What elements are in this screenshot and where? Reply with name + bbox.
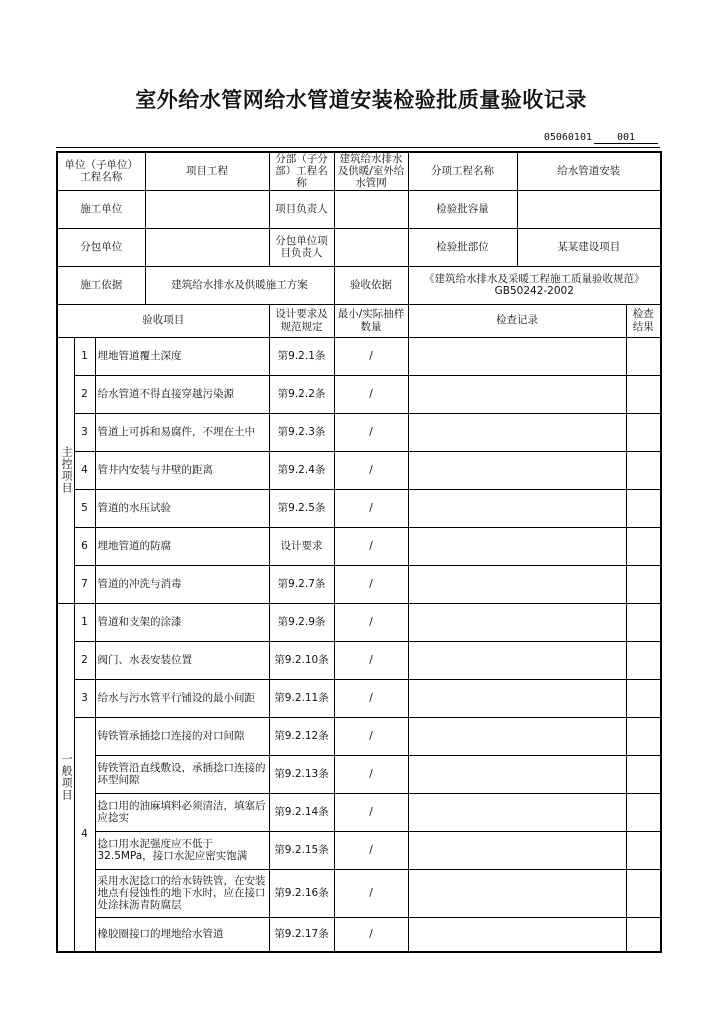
inspection-table (56, 151, 662, 953)
unit-label: 单位（子单位）工程名称 (57, 152, 145, 190)
item-record (408, 679, 626, 717)
item-record (408, 489, 626, 527)
item-name: 管道的水压试验 (95, 489, 269, 527)
table-row (57, 565, 661, 603)
item-sample: / (334, 717, 408, 755)
batch-part-value: 某某建设项目 (517, 228, 661, 266)
item-requirement: 第9.2.4条 (269, 451, 334, 489)
item-name: 捻口用水泥强度应不低于32.5MPa，接口水泥应密实饱满 (95, 831, 269, 869)
table-row (57, 413, 661, 451)
item-name: 给水管道不得直接穿越污染源 (95, 375, 269, 413)
sub-pm-value (334, 228, 408, 266)
division-value: 建筑给水排水及供暖/室外给水管网 (334, 152, 408, 190)
item-name: 管道和支架的涂漆 (95, 603, 269, 641)
item-record (408, 413, 626, 451)
contractor-label: 施工单位 (57, 190, 145, 228)
header-row-unit (57, 152, 661, 190)
col-item: 验收项目 (57, 304, 269, 337)
col-sample: 最小/实际抽样数量 (334, 304, 408, 337)
item-requirement: 设计要求 (269, 527, 334, 565)
item-result (626, 527, 661, 565)
item-requirement: 第9.2.12条 (269, 717, 334, 755)
header-row-subcontractor (57, 228, 661, 266)
item-record (408, 755, 626, 793)
item-no: 7 (74, 565, 95, 603)
item-requirement: 第9.2.9条 (269, 603, 334, 641)
item-no: 3 (74, 679, 95, 717)
item-record (408, 527, 626, 565)
item-requirement: 第9.2.16条 (269, 869, 334, 917)
item-name: 给水与污水管平行铺设的最小间距 (95, 679, 269, 717)
batch-capacity-value (517, 190, 661, 228)
item-record (408, 603, 626, 641)
item-result (626, 869, 661, 917)
item-name: 管道上可拆和易腐件，不埋在土中 (95, 413, 269, 451)
top-rule (56, 147, 660, 148)
item-result (626, 793, 661, 831)
item-requirement: 第9.2.2条 (269, 375, 334, 413)
item-requirement: 第9.2.11条 (269, 679, 334, 717)
table-row (57, 337, 661, 375)
item-name: 埋地管道覆土深度 (95, 337, 269, 375)
acceptance-basis-label: 验收依据 (334, 266, 408, 304)
item-record (408, 917, 626, 952)
contractor-value (145, 190, 269, 228)
item-no: 1 (74, 603, 95, 641)
construction-basis-label: 施工依据 (57, 266, 145, 304)
code-suffix: 001 (594, 132, 658, 144)
acceptance-basis-value: 《建筑给水排水及采暖工程施工质量验收规范》GB50242-2002 (408, 266, 661, 304)
item-result (626, 917, 661, 952)
item-sample: / (334, 641, 408, 679)
item-no: 5 (74, 489, 95, 527)
col-result: 检查结果 (626, 304, 661, 337)
item-sample: / (334, 755, 408, 793)
sub-pm-label: 分包单位项目负责人 (269, 228, 334, 266)
item-no: 2 (74, 641, 95, 679)
item-requirement: 第9.2.5条 (269, 489, 334, 527)
item-no: 3 (74, 413, 95, 451)
item-name: 采用水泥捻口的给水铸铁管，在安装地点有侵蚀性的地下水时，应在接口处涂抹沥青防腐层 (95, 869, 269, 917)
table-row (57, 375, 661, 413)
division-label: 分部（子分部）工程名称 (269, 152, 334, 190)
item-result (626, 337, 661, 375)
item-result (626, 603, 661, 641)
item-requirement: 第9.2.13条 (269, 755, 334, 793)
batch-part-label: 检验批部位 (408, 228, 517, 266)
item-sample: / (334, 831, 408, 869)
record-code (544, 132, 658, 144)
item-name: 阀门、水表安装位置 (95, 641, 269, 679)
subcontractor-value (145, 228, 269, 266)
item-no: 1 (74, 337, 95, 375)
item-record (408, 717, 626, 755)
item-requirement: 第9.2.14条 (269, 793, 334, 831)
item-record (408, 793, 626, 831)
item-sample: / (334, 565, 408, 603)
item-result (626, 375, 661, 413)
batch-capacity-label: 检验批容量 (408, 190, 517, 228)
item-sample: / (334, 917, 408, 952)
item-record (408, 375, 626, 413)
subcontractor-label: 分包单位 (57, 228, 145, 266)
table-row (57, 869, 661, 917)
subitem-value: 给水管道安装 (517, 152, 661, 190)
item-result (626, 641, 661, 679)
item-record (408, 451, 626, 489)
project-manager-label: 项目负责人 (269, 190, 334, 228)
table-row (57, 793, 661, 831)
table-row (57, 831, 661, 869)
table-row (57, 717, 661, 755)
item-no: 4 (74, 717, 95, 952)
item-result (626, 413, 661, 451)
item-name: 管井内安装与井壁的距离 (95, 451, 269, 489)
item-no: 6 (74, 527, 95, 565)
item-name: 铸铁管沿直线敷设，承插捻口连接的环型间隙 (95, 755, 269, 793)
item-name: 捻口用的油麻填料必须清洁，填塞后应捻实 (95, 793, 269, 831)
item-sample: / (334, 451, 408, 489)
item-name: 铸铁管承插捻口连接的对口间隙 (95, 717, 269, 755)
item-sample: / (334, 413, 408, 451)
subitem-label: 分项工程名称 (408, 152, 517, 190)
item-result (626, 565, 661, 603)
item-result (626, 451, 661, 489)
item-result (626, 831, 661, 869)
table-row (57, 489, 661, 527)
item-sample: / (334, 679, 408, 717)
item-name: 管道的冲洗与消毒 (95, 565, 269, 603)
page-title: 室外给水管网给水管道安装检验批质量验收记录 (135, 88, 587, 112)
item-sample: / (334, 337, 408, 375)
item-requirement: 第9.2.3条 (269, 413, 334, 451)
table-row (57, 917, 661, 952)
item-requirement: 第9.2.15条 (269, 831, 334, 869)
item-sample: / (334, 869, 408, 917)
table-row (57, 451, 661, 489)
header-row-basis (57, 266, 661, 304)
table-row (57, 755, 661, 793)
item-sample: / (334, 527, 408, 565)
item-no: 2 (74, 375, 95, 413)
item-requirement: 第9.2.10条 (269, 641, 334, 679)
item-name: 橡胶圈接口的埋地给水管道 (95, 917, 269, 952)
column-header-row (57, 304, 661, 337)
item-record (408, 641, 626, 679)
item-result (626, 717, 661, 755)
item-record (408, 869, 626, 917)
item-name: 埋地管道的防腐 (95, 527, 269, 565)
col-requirement: 设计要求及规范规定 (269, 304, 334, 337)
table-row (57, 527, 661, 565)
table-row (57, 679, 661, 717)
project-manager-value (334, 190, 408, 228)
item-requirement: 第9.2.17条 (269, 917, 334, 952)
item-sample: / (334, 603, 408, 641)
construction-basis-value: 建筑给水排水及供暖施工方案 (145, 266, 334, 304)
unit-value: 项目工程 (145, 152, 269, 190)
table-row (57, 641, 661, 679)
item-requirement: 第9.2.7条 (269, 565, 334, 603)
item-result (626, 679, 661, 717)
item-sample: / (334, 489, 408, 527)
item-sample: / (334, 375, 408, 413)
item-record (408, 565, 626, 603)
col-record: 检查记录 (408, 304, 626, 337)
item-result (626, 489, 661, 527)
general-item-label: 一般项目 (57, 603, 74, 952)
item-no: 4 (74, 451, 95, 489)
item-result (626, 755, 661, 793)
item-record (408, 831, 626, 869)
item-record (408, 337, 626, 375)
item-requirement: 第9.2.1条 (269, 337, 334, 375)
table-row (57, 603, 661, 641)
main-control-label: 主控项目 (57, 337, 74, 603)
header-row-contractor (57, 190, 661, 228)
item-sample: / (334, 793, 408, 831)
code-prefix: 05060101 (543, 132, 592, 143)
